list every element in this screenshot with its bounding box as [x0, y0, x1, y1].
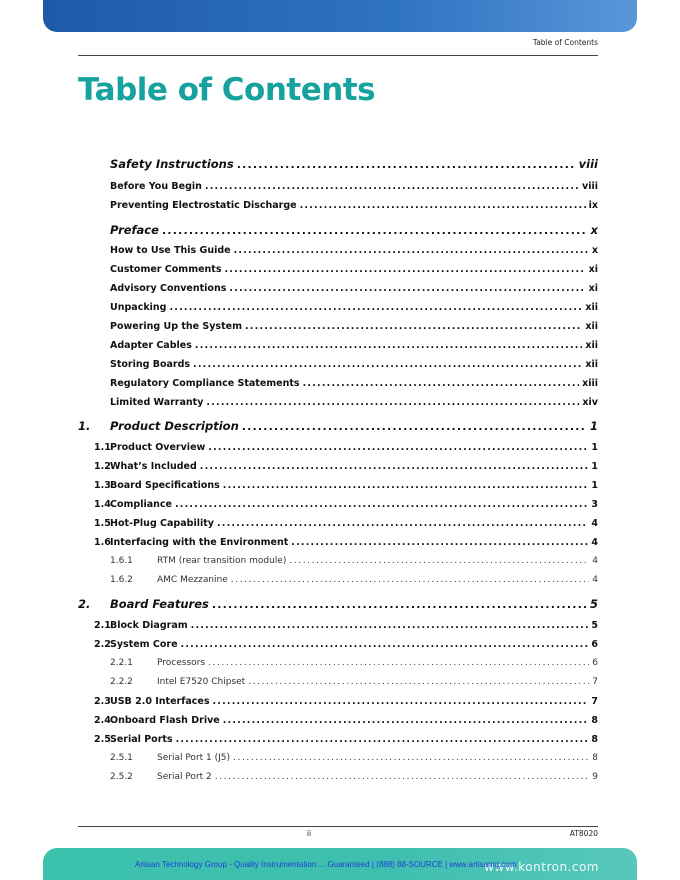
toc-entry[interactable] [110, 302, 598, 313]
toc-entry-title: Serial Port 2 [157, 772, 212, 782]
toc-entry-page: ix [588, 200, 598, 211]
running-header: Table of Contents [532, 38, 598, 47]
toc-entry-title: Safety Instructions [110, 157, 234, 171]
toc-entry-page: xiv [582, 397, 598, 408]
toc-entry[interactable] [110, 397, 598, 408]
toc-entry-page: 3 [591, 499, 598, 510]
toc-entry-page: 7 [591, 696, 598, 707]
toc-entry-title: AMC Mezzanine [157, 575, 228, 585]
bottom-brand-bar [43, 848, 637, 880]
toc-entry-page: 7 [592, 677, 598, 687]
toc-entry-title: Customer Comments [110, 264, 222, 275]
dot-leader [229, 283, 585, 294]
toc-entry-page: xii [585, 359, 598, 370]
toc-entry-title: Preventing Electrostatic Discharge [110, 200, 297, 211]
toc-entry[interactable] [94, 499, 598, 510]
footer-page-number: ii [306, 829, 312, 838]
dot-leader [200, 461, 589, 472]
toc-entry-page: xi [588, 283, 598, 294]
dot-leader [225, 264, 586, 275]
toc-entry[interactable] [78, 419, 598, 433]
toc-entry-title: Board Features [110, 597, 209, 611]
toc-entry-page: xii [585, 321, 598, 332]
dot-leader [291, 537, 588, 548]
toc-entry[interactable] [94, 537, 598, 548]
toc-entry-number: 1.6.2 [110, 575, 133, 585]
dot-leader [233, 753, 589, 763]
toc-entry-number: 2. [78, 597, 91, 611]
toc-entry[interactable] [78, 597, 598, 611]
dot-leader [208, 658, 589, 668]
toc-entry-title: Adapter Cables [110, 340, 192, 351]
toc-entry[interactable] [110, 245, 598, 256]
toc-entry-number: 2.2.2 [110, 677, 133, 687]
toc-entry-title: Processors [157, 658, 206, 668]
toc-entry-title: Interfacing with the Environment [110, 537, 289, 548]
dot-leader [206, 397, 579, 408]
toc-entry-number: 1.6 [94, 537, 111, 548]
toc-entry-page: 9 [592, 772, 598, 782]
dot-leader [208, 442, 588, 453]
toc-entry[interactable] [110, 283, 598, 294]
toc-entry-page: 1 [591, 480, 598, 491]
toc-entry-title: What’s Included [110, 461, 197, 472]
dot-leader [248, 677, 589, 687]
toc-entry[interactable] [110, 340, 598, 351]
footer-model: AT8020 [569, 829, 598, 838]
toc-entry-number: 1. [78, 419, 91, 433]
toc-entry-page: 8 [591, 715, 598, 726]
toc-entry-title: Serial Port 1 (J5) [157, 753, 231, 763]
dot-leader [231, 575, 589, 585]
toc-entry-page: 8 [592, 753, 598, 763]
toc-entry[interactable] [110, 181, 598, 192]
toc-entry-title: USB 2.0 Interfaces [110, 696, 210, 707]
toc-entry-page: viii [582, 181, 598, 192]
dot-leader [191, 620, 589, 631]
toc-entry-page: xii [585, 302, 598, 313]
toc-entry-title: RTM (rear transition module) [157, 556, 287, 566]
dot-leader [242, 420, 587, 433]
toc-entry-title: Powering Up the System [110, 321, 242, 332]
toc-entry-page: viii [578, 157, 598, 171]
toc-entry-title: Unpacking [110, 302, 167, 313]
toc-entry-title: Compliance [110, 499, 172, 510]
toc-entry-number: 1.1 [94, 442, 111, 453]
toc-entry-title: Before You Begin [110, 181, 202, 192]
dot-leader [212, 696, 588, 707]
toc-entry-number: 2.5.2 [110, 772, 133, 782]
toc-entry[interactable] [94, 639, 598, 650]
website-url[interactable]: www.kontron.com [484, 860, 599, 874]
toc-entry[interactable] [110, 359, 598, 370]
dot-leader [223, 715, 589, 726]
toc-entry-title: How to Use This Guide [110, 245, 231, 256]
toc-entry-page: 5 [589, 597, 598, 611]
toc-entry[interactable] [110, 772, 598, 782]
toc-entry-number: 2.5 [94, 734, 111, 745]
toc-entry-number: 1.3 [94, 480, 111, 491]
page-title: Table of Contents [78, 72, 376, 108]
dot-leader [175, 499, 588, 510]
toc-entry-title: Intel E7520 Chipset [157, 677, 246, 687]
dot-leader [300, 200, 586, 211]
toc-entry-page: 8 [591, 734, 598, 745]
toc-entry-number: 1.2 [94, 461, 111, 472]
dot-leader [223, 480, 589, 491]
toc-entry-title: Block Diagram [110, 620, 188, 631]
toc-entry-page: 1 [591, 461, 598, 472]
toc-entry-page: 1 [591, 442, 598, 453]
toc-entry-page: 6 [592, 658, 598, 668]
toc-entry-page: xi [588, 264, 598, 275]
toc-entry-page: xii [585, 340, 598, 351]
toc-entry[interactable] [94, 734, 598, 745]
toc-entry-page: 4 [591, 518, 598, 529]
dot-leader [303, 378, 580, 389]
toc-entry-title: Board Specifications [110, 480, 220, 491]
top-brand-bar [43, 0, 637, 32]
reseller-note[interactable]: Artisan Technology Group - Quality Instrumentation ... Guaranteed | (888) 88-SOURCE | www.artisantg.com [135, 860, 517, 869]
toc-entry-page: x [591, 245, 598, 256]
toc-entry[interactable] [110, 658, 598, 668]
toc-entry-number: 2.1 [94, 620, 111, 631]
dot-leader [237, 158, 576, 171]
toc-entry-page: x [590, 223, 598, 237]
dot-leader [212, 598, 587, 611]
toc-entry[interactable] [110, 378, 598, 389]
dot-leader [289, 556, 589, 566]
dot-leader [215, 772, 590, 782]
dot-leader [169, 302, 582, 313]
toc-entry[interactable] [110, 677, 598, 687]
dot-leader [217, 518, 588, 529]
toc-entry[interactable] [94, 461, 598, 472]
toc-entry[interactable] [94, 696, 598, 707]
toc-entry-title: Product Description [110, 419, 239, 433]
toc-entry-page: 4 [592, 575, 598, 585]
toc-entry-page: 5 [591, 620, 598, 631]
toc-entry[interactable] [110, 753, 598, 763]
dot-leader [245, 321, 582, 332]
toc-entry-page: 1 [589, 419, 598, 433]
toc-entry-title: Hot-Plug Capability [110, 518, 214, 529]
toc-entry[interactable] [94, 518, 598, 529]
dot-leader [205, 181, 579, 192]
toc-entry-number: 2.2.1 [110, 658, 133, 668]
toc-entry[interactable] [110, 556, 598, 566]
toc-entry[interactable] [110, 200, 598, 211]
toc-entry-number: 1.4 [94, 499, 111, 510]
header-rule [78, 55, 598, 56]
dot-leader [176, 734, 589, 745]
toc-entry-title: Serial Ports [110, 734, 173, 745]
dot-leader [193, 359, 582, 370]
toc-entry[interactable] [94, 442, 598, 453]
toc-entry[interactable] [110, 321, 598, 332]
dot-leader [195, 340, 582, 351]
toc-entry[interactable] [110, 157, 598, 171]
toc-entry-title: Product Overview [110, 442, 206, 453]
dot-leader [234, 245, 589, 256]
toc-entry[interactable] [94, 715, 598, 726]
toc-entry-number: 2.3 [94, 696, 111, 707]
toc-entry-number: 2.4 [94, 715, 111, 726]
dot-leader [162, 224, 588, 237]
toc-entry-title: Storing Boards [110, 359, 191, 370]
toc-entry-title: Limited Warranty [110, 397, 204, 408]
toc-entry-number: 1.6.1 [110, 556, 133, 566]
toc-entry-page: 6 [591, 639, 598, 650]
toc-entry[interactable] [94, 620, 598, 631]
dot-leader [181, 639, 589, 650]
toc-entry[interactable] [110, 223, 598, 237]
toc-entry-number: 2.5.1 [110, 753, 133, 763]
toc-entry[interactable] [110, 575, 598, 585]
toc-entry-title: Onboard Flash Drive [110, 715, 220, 726]
toc-entry-page: 4 [591, 537, 598, 548]
toc-entry[interactable] [110, 264, 598, 275]
toc-entry-title: System Core [110, 639, 178, 650]
toc-entry-page: xiii [582, 378, 598, 389]
toc-entry-number: 2.2 [94, 639, 111, 650]
toc-entry[interactable] [94, 480, 598, 491]
toc-entry-title: Regulatory Compliance Statements [110, 378, 300, 389]
toc-entry-title: Preface [110, 223, 159, 237]
toc-entry-number: 1.5 [94, 518, 111, 529]
toc-entry-page: 4 [592, 556, 598, 566]
toc-entry-title: Advisory Conventions [110, 283, 227, 294]
footer-rule [78, 826, 598, 827]
